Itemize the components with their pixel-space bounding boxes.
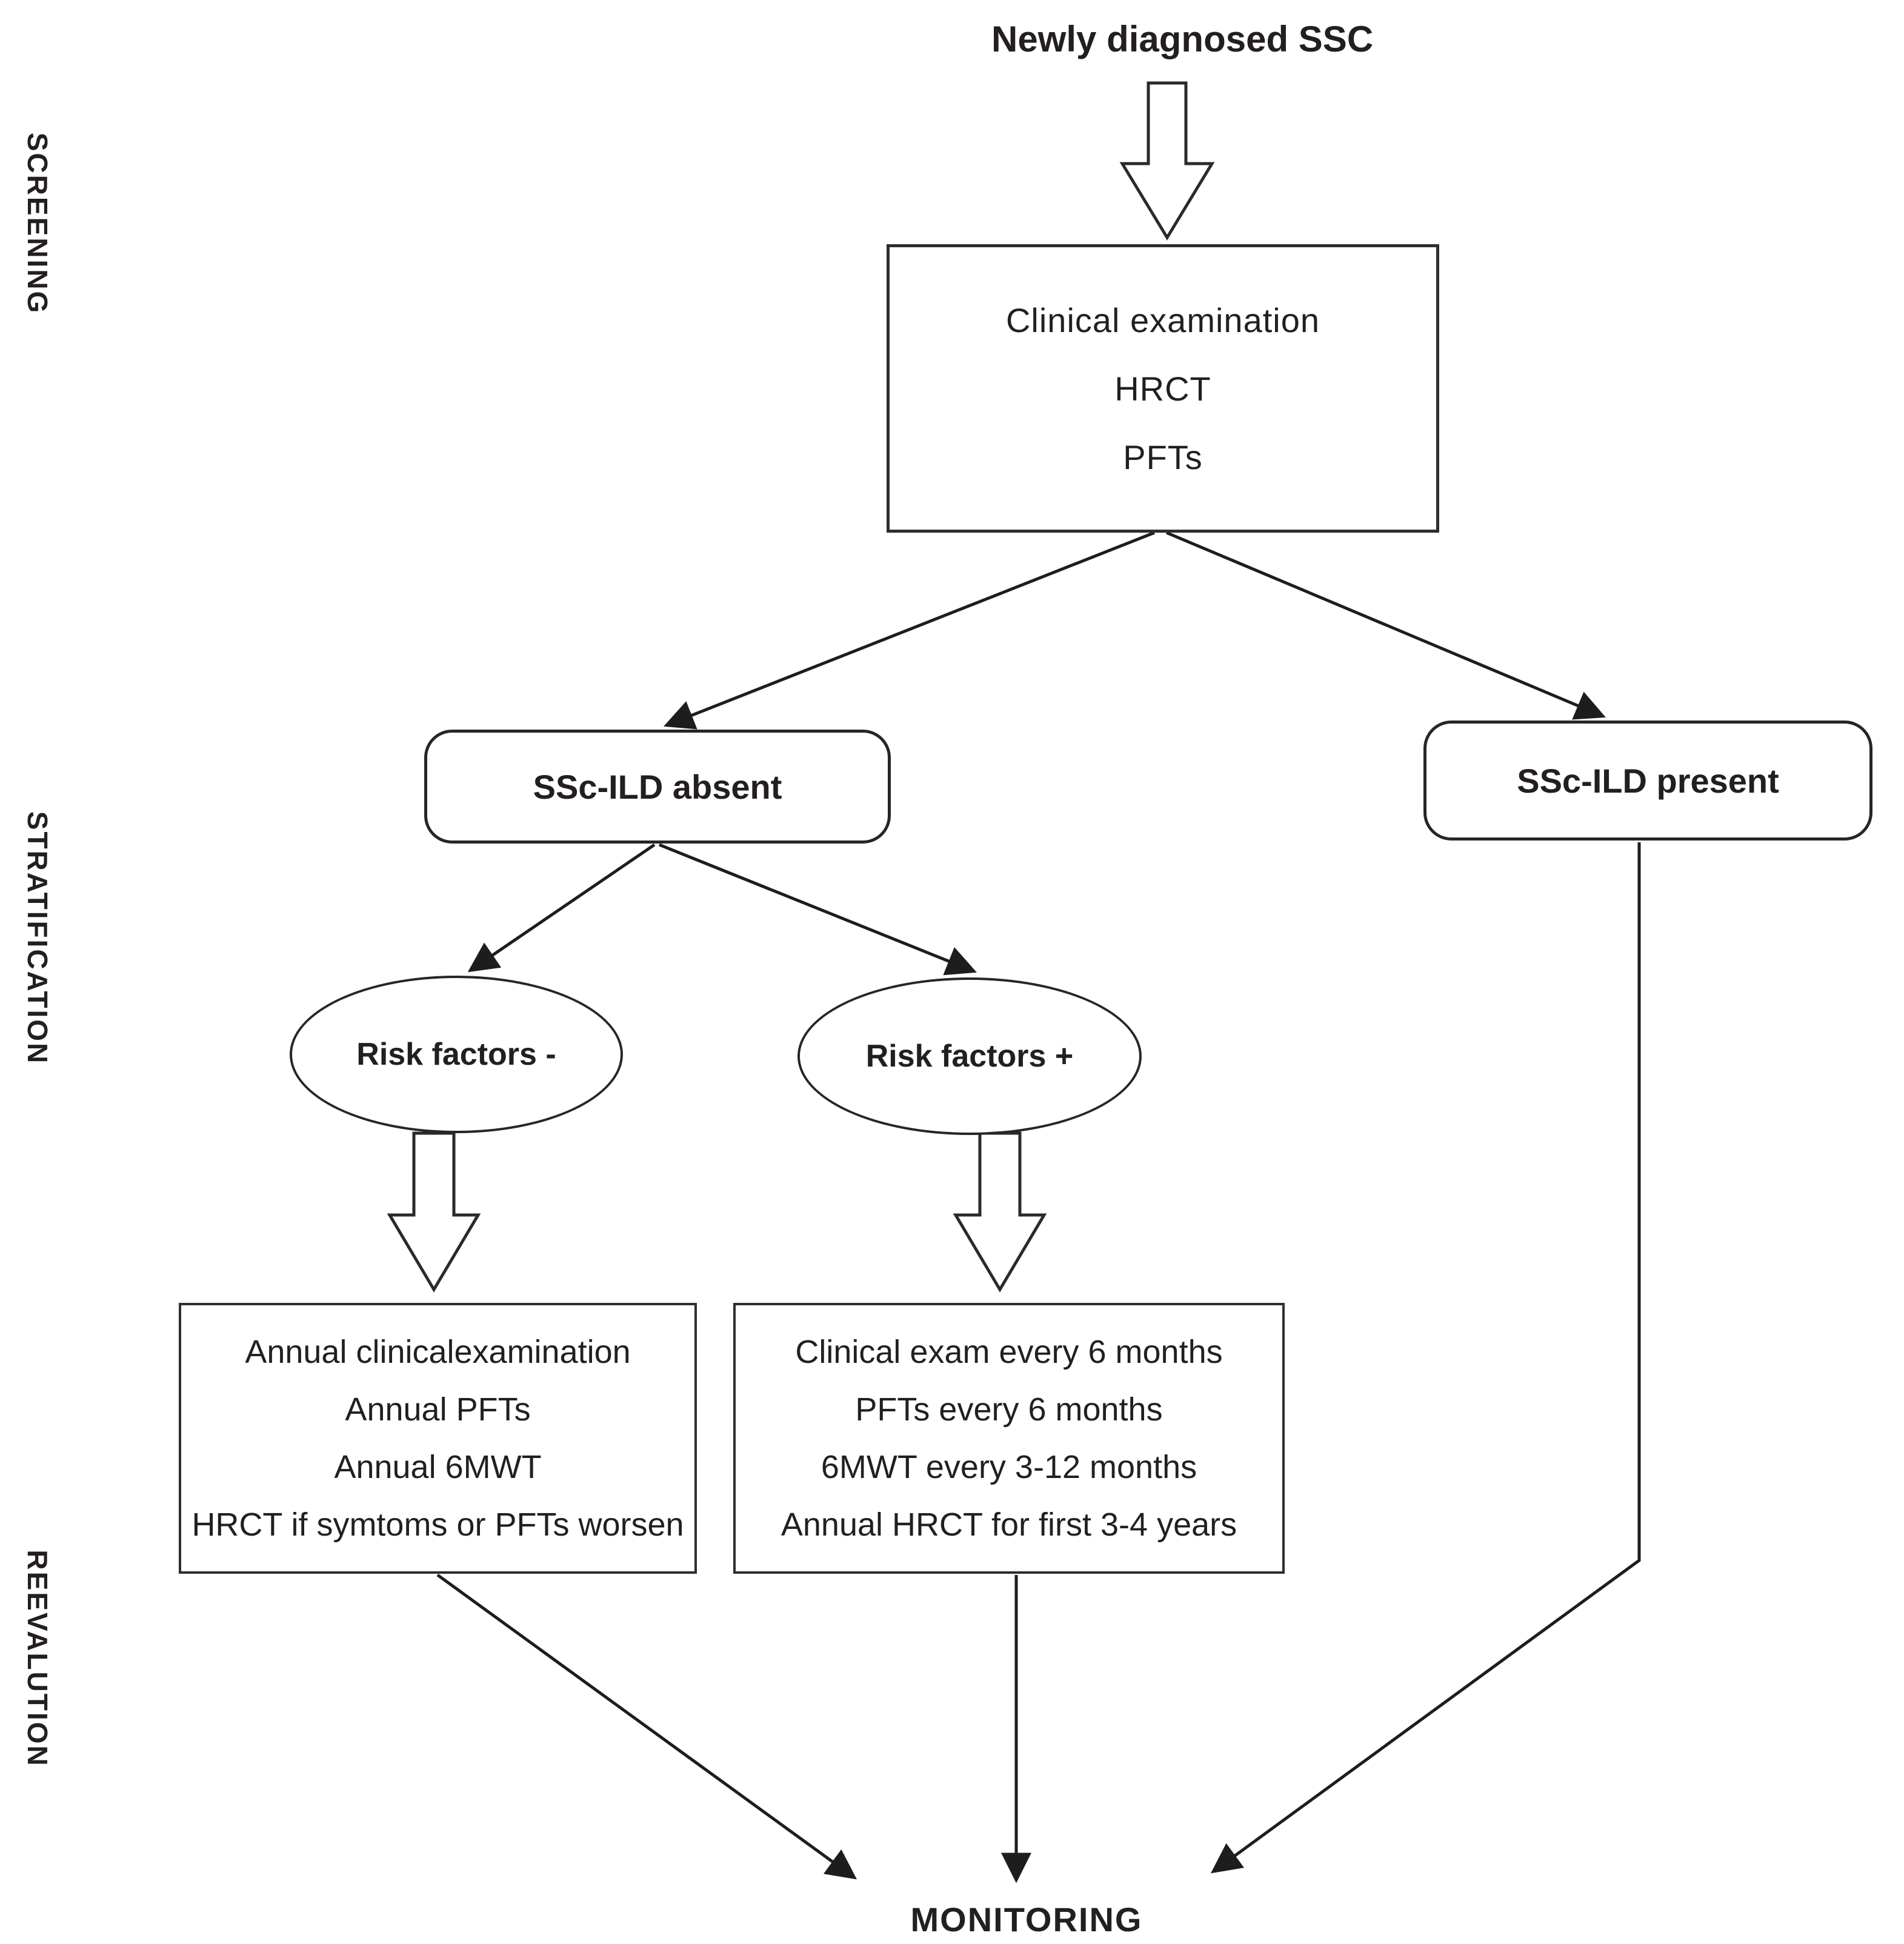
low-risk-followup-line: Annual PFTs (345, 1391, 531, 1428)
high-risk-followup-box (733, 1303, 1285, 1574)
down-block-arrow-risk-positive (956, 1133, 1044, 1290)
low-risk-followup-box (179, 1303, 697, 1574)
stage-label-screening: SCREENING (22, 132, 53, 315)
ssc-ild-absent-label: SSc-ILD absent (533, 767, 782, 806)
arrow-exam-to-absent (668, 533, 1154, 725)
high-risk-followup-line: 6MWT every 3-12 months (821, 1449, 1197, 1485)
high-risk-followup-line: PFTs every 6 months (855, 1391, 1163, 1428)
low-risk-followup-line: Annual clinicalexamination (245, 1334, 631, 1370)
screening-exam-line: HRCT (1114, 369, 1211, 408)
stage-label-stratification: STRATIFICATION (22, 811, 53, 1065)
stage-label-reevaluation: REEVALUTION (22, 1550, 53, 1768)
ssc-ild-present-box (1423, 721, 1872, 841)
down-block-arrow-risk-negative (390, 1133, 478, 1290)
high-risk-followup-line: Annual HRCT for first 3-4 years (781, 1506, 1237, 1543)
screening-exam-box (887, 244, 1439, 533)
arrow-absent-to-risk-negative (471, 845, 654, 970)
arrow-absent-to-risk-positive (659, 845, 973, 971)
arrow-lowrisk-to-monitoring (438, 1575, 853, 1877)
ssc-ild-absent-box (424, 730, 891, 844)
risk-factors-negative-label: Risk factors - (356, 1037, 556, 1072)
monitoring-label: MONITORING (910, 1900, 1143, 1939)
low-risk-followup-line: Annual 6MWT (334, 1449, 542, 1485)
low-risk-followup-line: HRCT if symtoms or PFTs worsen (191, 1506, 684, 1543)
high-risk-followup-line: Clinical exam every 6 months (795, 1334, 1223, 1370)
down-block-arrow-screening (1122, 83, 1212, 238)
page-title: Newly diagnosed SSC (991, 19, 1374, 59)
ssc-ild-present-label: SSc-ILD present (1517, 761, 1779, 800)
arrow-exam-to-present (1167, 533, 1602, 716)
screening-exam-line: Clinical examination (1005, 301, 1320, 339)
risk-factors-positive-label: Risk factors + (865, 1039, 1074, 1074)
screening-exam-line: PFTs (1123, 438, 1203, 476)
risk-factors-negative-ellipse (290, 976, 623, 1133)
risk-factors-positive-ellipse (797, 977, 1142, 1135)
